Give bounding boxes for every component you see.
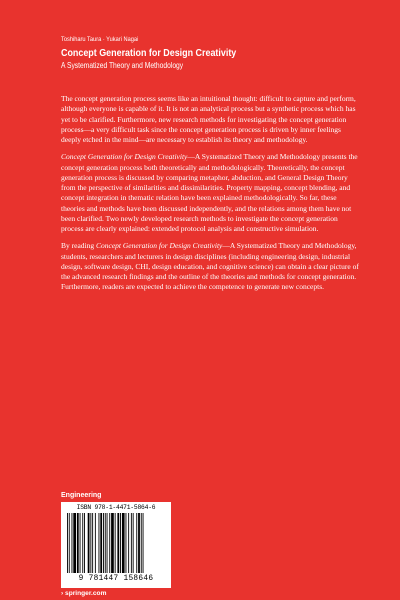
barcode-bar	[107, 513, 108, 573]
cover-header	[61, 36, 381, 71]
category-label: Engineering	[61, 492, 102, 499]
barcode-bar	[73, 513, 76, 573]
barcode-bar	[131, 513, 132, 573]
blurb-paragraph-3	[61, 241, 359, 292]
authors: Toshiharu Taura · Yukari Nagai	[61, 36, 139, 43]
barcode-bars	[67, 513, 167, 573]
barcode-bar	[72, 513, 73, 573]
barcode-bar	[88, 513, 90, 573]
book-title-italic: Concept Generation for Design Creativity	[61, 152, 188, 162]
barcode-bar	[100, 513, 102, 573]
barcode-bar	[95, 513, 96, 573]
blurb-paragraph-2-text: —A Systematized Theory and Methodology presents the concept generation process both theoretically and methodologically. Theoretically, the concept generation process is discussed by comparing metaphor, abduction, and General Design Theory from the perspective of similarities and dissimilarities. Property mapping, concept blending, and concept integration in thematic relation have been explained methodologically. So far, these theories and methods have been discussed independently, and the relations among them have not been clarified. Two newly developed research methods to investigate the concept generation process are clearly explained: extended protocol analysis and constructive simulation.	[61, 152, 358, 233]
barcode-bar	[109, 513, 110, 573]
barcode-bar	[90, 513, 91, 573]
barcode-bar	[120, 513, 121, 573]
barcode-bar	[117, 513, 119, 573]
barcode-bar	[99, 513, 100, 573]
barcode-bar	[136, 513, 137, 573]
blurb	[61, 94, 359, 300]
book-title-italic: Concept Generation for Design Creativity	[96, 241, 223, 251]
blurb-paragraph-3-text: —A Systematized Theory and Methodology, students, researchers and lecturers in design disciplines (including engineering design, industrial design, software design, CHI, design education, and cognitive science) can obtain a clear picture of the advanced research findings and the outline of the theories and methods for concept generation. Furthermore, readers are expected to achieve the competence to generate new concepts.	[61, 241, 359, 292]
book-subtitle: A Systematized Theory and Methodology	[61, 61, 184, 70]
barcode-bar	[143, 513, 144, 573]
barcode-bar	[115, 513, 116, 573]
barcode-bar	[133, 513, 134, 573]
barcode-bar	[82, 513, 83, 573]
barcode-bar	[122, 513, 125, 573]
barcode-bar	[103, 513, 104, 573]
barcode-bar	[141, 513, 142, 573]
barcode-bar	[77, 513, 79, 573]
isbn-barcode	[61, 502, 171, 588]
cover-footer	[61, 492, 201, 598]
blurb-paragraph-3-lead: By reading	[61, 241, 96, 251]
barcode-bar	[105, 513, 106, 573]
book-title: Concept Generation for Design Creativity	[61, 48, 237, 59]
barcode-bar	[80, 513, 81, 573]
barcode-bar	[126, 513, 127, 573]
barcode-bar	[128, 513, 129, 573]
barcode-bar	[67, 513, 68, 573]
barcode-number: 9 781447 158646	[78, 575, 154, 583]
isbn-label: ISBN 978-1-4471-5864-6	[76, 504, 156, 511]
barcode-bar	[69, 513, 70, 573]
publisher-website: › springer.com	[61, 590, 107, 597]
barcode-bar	[138, 513, 140, 573]
blurb-paragraph-2	[61, 152, 359, 234]
blurb-paragraph-1: The concept generation process seems like an intuitional thought: difficult to capture and perform, although everyone is capable of it. It is not an analytical process but a synthetic process which has yet to be clarified. Furthermore, new research methods for investigating the concept generation process—a very difficult task since the concept generation process is driven by inner feelings deeply etched in the mind—are necessary to establish its theory and methodology.	[61, 94, 356, 144]
barcode-bar	[111, 513, 114, 573]
barcode-bar	[92, 513, 93, 573]
barcode-bar	[84, 513, 85, 573]
